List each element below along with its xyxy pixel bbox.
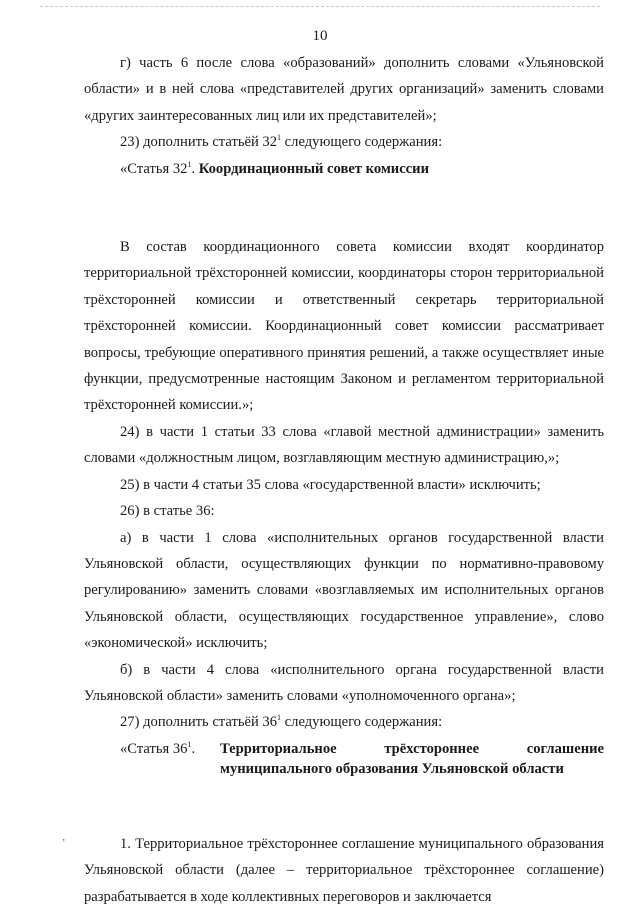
article-dot: . xyxy=(191,740,196,757)
paragraph-23 xyxy=(84,129,604,155)
paragraph-27-text: 27) дополнить статьёй 36 xyxy=(120,714,278,731)
article-title-word: трёхстороннее xyxy=(384,740,480,757)
superscript: 1 xyxy=(277,133,282,143)
paragraph-27 xyxy=(84,709,604,735)
article-prefix: «Статья 36 xyxy=(120,740,188,757)
superscript: 1 xyxy=(277,713,282,723)
spacer xyxy=(84,182,604,208)
article-title: Координационный совет комиссии xyxy=(198,160,429,177)
paragraph-36-1-item-1: 1. Территориальное трёхстороннее соглашение муниципального образования Ульяновской области (далее – территориальное трёхстороннее соглашение) разрабатывается в ходе коллективных переговоров и заключается xyxy=(84,835,604,905)
scan-top-edge xyxy=(40,6,600,7)
paragraph-g: г) часть 6 после слова «образований» дополнить словами «Ульяновской области» и в ней слова «представителей других организаций» заменить словами «других заинтересованных лиц или их представителей»; xyxy=(84,55,604,124)
article-36-1-heading xyxy=(84,736,604,779)
paragraph-26-b: б) в части 4 слова «исполнительного органа государственной власти Ульяновской области» заменить словами «уполномоченного органа»; xyxy=(84,661,604,704)
margin-mark: ‚ xyxy=(62,832,66,843)
spacer xyxy=(84,208,604,234)
superscript: 1 xyxy=(187,739,192,749)
article-prefix: «Статья 32 xyxy=(120,160,188,177)
paragraph-coordination-council: В состав координационного совета комиссии входят координатор территориальной трёхсторонней комиссии, координаторы сторон территориальной трёхсторонней комиссии и ответственный секретарь территориальной трёхсторонней комиссии. Координационный совет комиссии рассматривает вопросы, требующие оперативного принятия решений, а также осуществляет иные функции, предусмотренные настоящим Законом и регламентом территориальной трёхсторонней комиссии.»; xyxy=(84,239,604,414)
spacer xyxy=(84,779,604,805)
spacer xyxy=(84,805,604,831)
superscript: 1 xyxy=(187,159,192,169)
paragraph-23-tail: следующего содержания: xyxy=(281,134,443,151)
article-title-line-1 xyxy=(220,739,604,759)
article-dot: . xyxy=(191,160,199,177)
paragraph-26: 26) в статье 36: xyxy=(120,503,215,520)
article-title-word: соглашение xyxy=(526,740,604,757)
paragraph-26-a: а) в части 1 слова «исполнительных органов государственной власти Ульяновской области, осуществляющих функции по нормативно-правовому регулированию» заменить словами «возглавляемых им исполнительных органов Ульяновской области, осуществляющих государственное управление», слово «экономической» исключить; xyxy=(84,529,604,652)
article-title-line-2: муниципального образования Ульяновской области xyxy=(220,760,564,777)
paragraph-25: 25) в части 4 статьи 35 слова «государственной власти» исключить; xyxy=(120,476,541,493)
article-prefix-block xyxy=(120,736,220,779)
article-title xyxy=(220,736,604,779)
page-number: 10 xyxy=(312,28,328,44)
document-body xyxy=(84,50,604,910)
article-32-1-heading xyxy=(84,156,604,182)
paragraph-27-tail: следующего содержания: xyxy=(281,714,443,731)
paragraph-24: 24) в части 1 статьи 33 слова «главой местной администрации» заменить словами «должностным лицом, возглавляющим местную администрацию,»; xyxy=(84,423,604,467)
article-title-word: Территориальное xyxy=(220,740,337,757)
paragraph-23-text: 23) дополнить статьёй 32 xyxy=(120,134,278,151)
